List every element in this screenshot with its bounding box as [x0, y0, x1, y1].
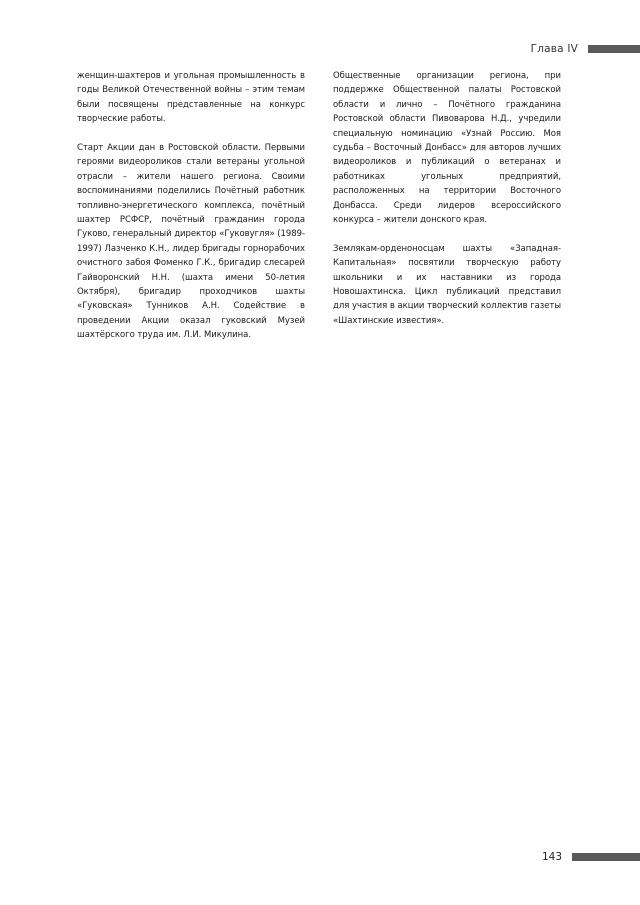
paragraph: Землякам-орденоносцам шахты «Западная-Капитальная» посвятили творческую работу школьники и их наставники из города Новошахтинска. Цикл публикаций представил для участия в акции творческий коллектив газеты «Шахтинские известия».: [333, 243, 561, 326]
page-header: [531, 41, 640, 57]
header-decor-bar: [588, 45, 640, 53]
page-footer: [542, 851, 640, 863]
chapter-title: Глава IV: [530, 43, 578, 55]
footer-decor-bar: [572, 853, 640, 861]
right-column: [333, 69, 561, 357]
page-number: 143: [541, 851, 562, 863]
paragraph: Старт Акции дан в Ростовской области. Первыми героями видеороликов стали ветераны угольной отрасли – жители нашего региона. Своими воспоминаниями поделились Почётный работник топливно-энергетического комплекса, почётный шахтер РСФСР, почётный гражданин города Гуково, генеральный директор «Гуковугля» (1989-1997) Лазченко К.Н., лидер бригады горнорабочих очистного забоя Фоменко Г.К., бригадир слесарей Гайворонский Н.Н. (шахта имени 50-летия Октября), бригадир проходчиков шахты «Гуковская» Тунников А.Н. Содействие в проведении Акции оказал гуковский Музей шахтёрского труда им. Л.И. Микулина.: [77, 143, 305, 341]
paragraph: Общественные организации региона, при поддержке Общественной палаты Ростовской области и лично – Почётного гражданина Ростовской области Пивоварова Н.Д., учредили специальную номинацию «Узнай Россию. Моя судьба – Восточный Донбасс» для авторов лучших видеороликов и публикаций о ветеранах и работниках угольных предприятий, расположенных на территории Восточного Донбасса. Среди лидеров всероссийского конкурса – жители донского края.: [333, 71, 561, 226]
paragraph: женщин-шахтеров и угольная промышленность в годы Великой Отечественной войны – этим темам были посвящены представленные на конкурс творческие работы.: [77, 71, 305, 125]
text-columns: [77, 69, 561, 357]
left-column: [77, 69, 305, 357]
